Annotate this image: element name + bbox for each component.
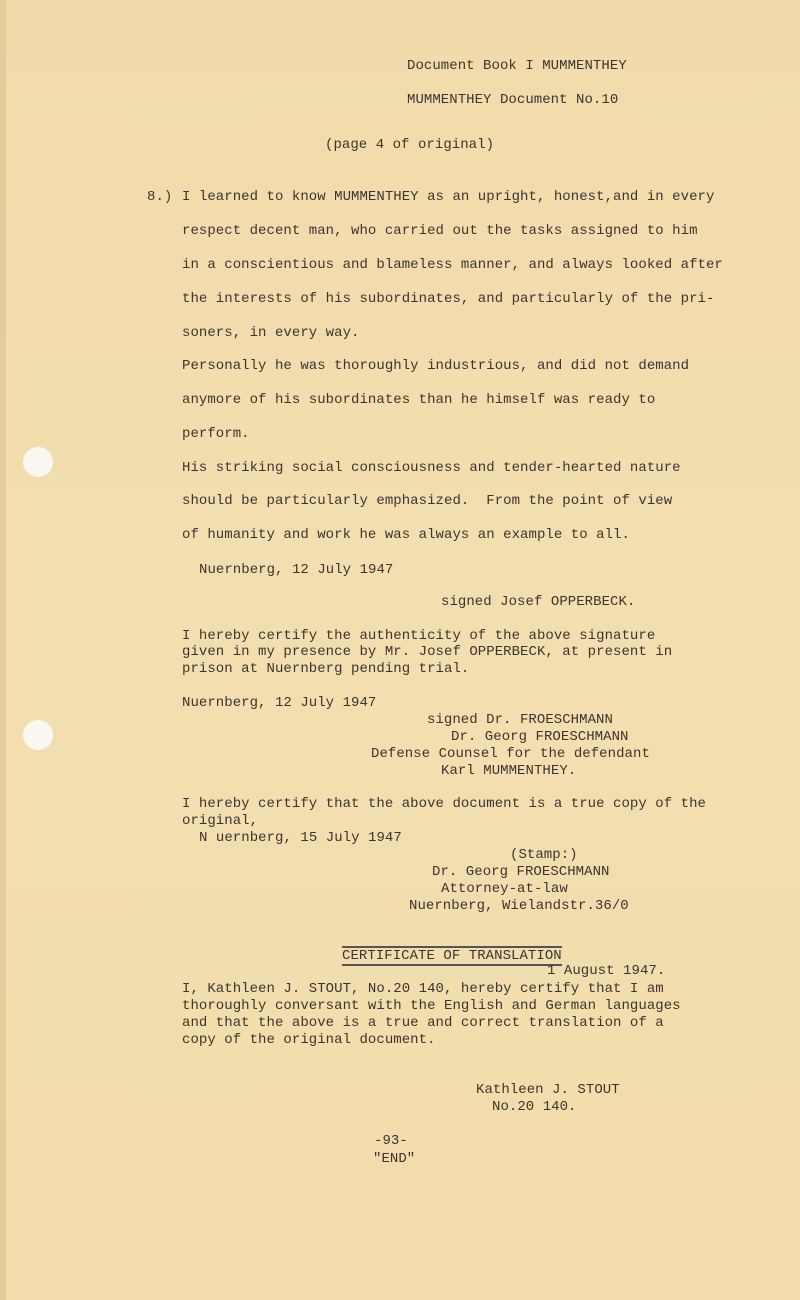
text-line: perform.	[182, 426, 250, 442]
text-line: thoroughly conversant with the English and German languages	[182, 998, 681, 1014]
counsel-role: Defense Counsel for the defendant	[371, 746, 650, 762]
text-line: soners, in every way.	[182, 325, 360, 341]
text-line: of humanity and work he was always an example to all.	[182, 527, 630, 543]
page-note: (page 4 of original)	[325, 137, 495, 153]
text-line: should be particularly emphasized. From the point of view	[182, 493, 673, 509]
text-line: original,	[182, 813, 259, 829]
text-line: respect decent man, who carried out the tasks assigned to him	[182, 223, 698, 239]
attorney-name: Dr. Georg FROESCHMANN	[432, 864, 610, 880]
text-line: I, Kathleen J. STOUT, No.20 140, hereby certify that I am	[182, 981, 664, 997]
counsel-name: Dr. Georg FROESCHMANN	[451, 729, 629, 745]
text-line: prison at Nuernberg pending trial.	[182, 661, 470, 677]
paragraph-number: 8.)	[147, 189, 173, 205]
signed-froeschmann: signed Dr. FROESCHMANN	[427, 712, 613, 728]
stamp-label: (Stamp:)	[510, 847, 578, 863]
text-line: in a conscientious and blameless manner, and always looked after	[182, 257, 723, 273]
place-date: Nuernberg, 12 July 1947	[182, 695, 377, 711]
text-line: I learned to know MUMMENTHEY as an upright, honest,and in every	[182, 189, 715, 205]
text-line: anymore of his subordinates than he himself was ready to	[182, 392, 656, 408]
text-line: and that the above is a true and correct translation of a	[182, 1015, 664, 1031]
translation-certificate-heading: CERTIFICATE OF TRANSLATION	[342, 948, 562, 964]
text-line: His striking social consciousness and tender-hearted nature	[182, 460, 681, 476]
attorney-address: Nuernberg, Wielandstr.36/0	[409, 898, 629, 914]
text-line: I hereby certify the authenticity of the above signature	[182, 628, 656, 644]
text-line: the interests of his subordinates, and particularly of the pri-	[182, 291, 715, 307]
text-line: copy of the original document.	[182, 1032, 436, 1048]
punch-hole	[23, 447, 53, 477]
translator-number: No.20 140.	[492, 1099, 577, 1115]
defendant-name: Karl MUMMENTHEY.	[441, 763, 577, 779]
text-line: I hereby certify that the above document is a true copy of the	[182, 796, 706, 812]
text-line: Personally he was thoroughly industrious, and did not demand	[182, 358, 690, 374]
end-marker: "END"	[373, 1151, 416, 1167]
place-date: N uernberg, 15 July 1947	[199, 830, 402, 846]
document-number-header: MUMMENTHEY Document No.10	[407, 92, 619, 108]
page-number: -93-	[374, 1133, 408, 1149]
text-line: given in my presence by Mr. Josef OPPERBECK, at present in	[182, 644, 673, 660]
place-date: Nuernberg, 12 July 1947	[199, 562, 394, 578]
translation-date: 1 August 1947.	[547, 963, 666, 979]
translator-name: Kathleen J. STOUT	[476, 1082, 620, 1098]
punch-hole	[23, 720, 53, 750]
attorney-title: Attorney-at-law	[441, 881, 568, 897]
document-book-header: Document Book I MUMMENTHEY	[407, 58, 627, 74]
page-edge	[0, 0, 6, 1300]
signature-opperbeck: signed Josef OPPERBECK.	[441, 594, 636, 610]
